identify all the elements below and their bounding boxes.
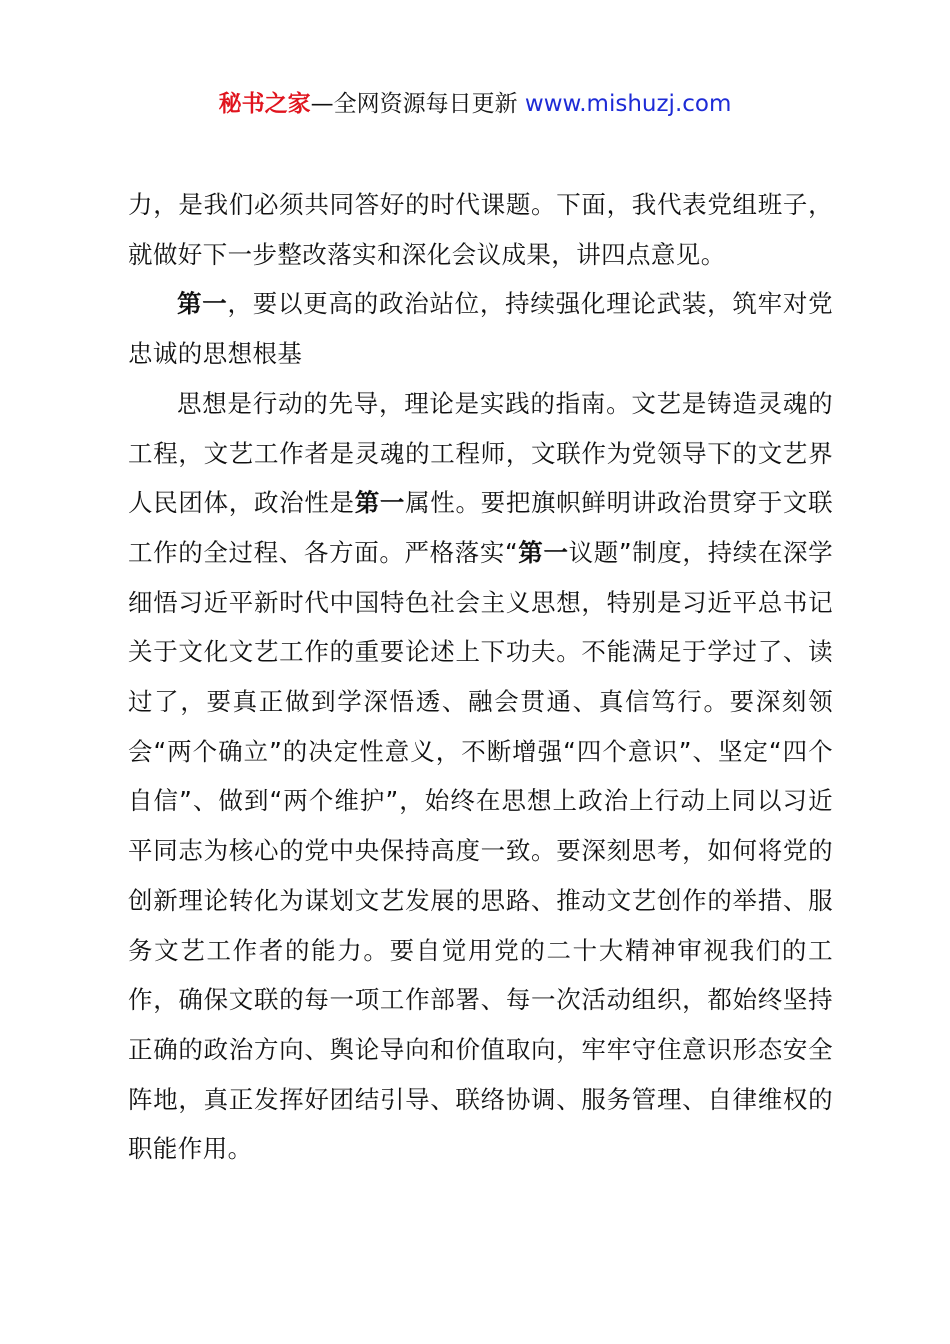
header-url-link[interactable]: www.mishuzj.com <box>524 91 732 117</box>
heading-lead: 第一 <box>177 289 228 319</box>
paragraph-heading-first <box>128 279 833 378</box>
page-header <box>0 86 950 122</box>
body-part-a: 思想是行动的先导，理论是实践的指南。文艺是铸造灵魂的工程，文艺工作者是灵魂的工程师，文联作为党领导下的文艺界人民团体，政治性是 <box>128 388 833 518</box>
body-bold-first-1: 第一 <box>354 488 406 518</box>
paragraph-intro: 力，是我们必须共同答好的时代课题。下面，我代表党组班子，就做好下一步整改落实和深化会议成果，讲四点意见。 <box>128 190 833 269</box>
body-bold-first-2: 第一 <box>518 537 569 567</box>
body-part-c: 属性。要把旗帜鲜明讲政治贯穿于文联工作的全过程、各方面。严格落实“ <box>128 488 833 567</box>
heading-rest: ，要以更高的政治站位，持续强化理论武装，筑牢对党忠诚的思想根基 <box>128 289 833 369</box>
header-tagline: —全网资源每日更新 <box>310 91 525 117</box>
paragraph-body <box>128 379 833 1174</box>
document-body <box>128 180 833 1174</box>
body-part-d: 议题”制度，持续在深学细悟习近平新时代中国特色社会主义思想，特别是习近平总书记关于文化文艺工作的重要论述上下功夫。不能满足于学过了、读过了，要真正做到学深悟透、融会贯通、真信笃行。要深刻领会“两个确立”的决定性意义，不断增强“四个意识”、坚定“四个自信”、做到“两个维护”，始终在思想上政治上行动上同以习近平同志为核心的党中央保持高度一致。要深刻思考，如何将党的创新理论转化为谋划文艺发展的思路、推动文艺创作的举措、服务文艺工作者的能力。要自觉用党的二十大精神审视我们的工作，确保文联的每一项工作部署、每一次活动组织，都始终坚持正确的政治方向、舆论导向和价值取向，牢牢守住意识形态安全阵地，真正发挥好团结引导、联络协调、服务管理、自律维权的职能作用。 <box>128 537 833 1164</box>
header-brand: 秘书之家 <box>218 91 311 117</box>
